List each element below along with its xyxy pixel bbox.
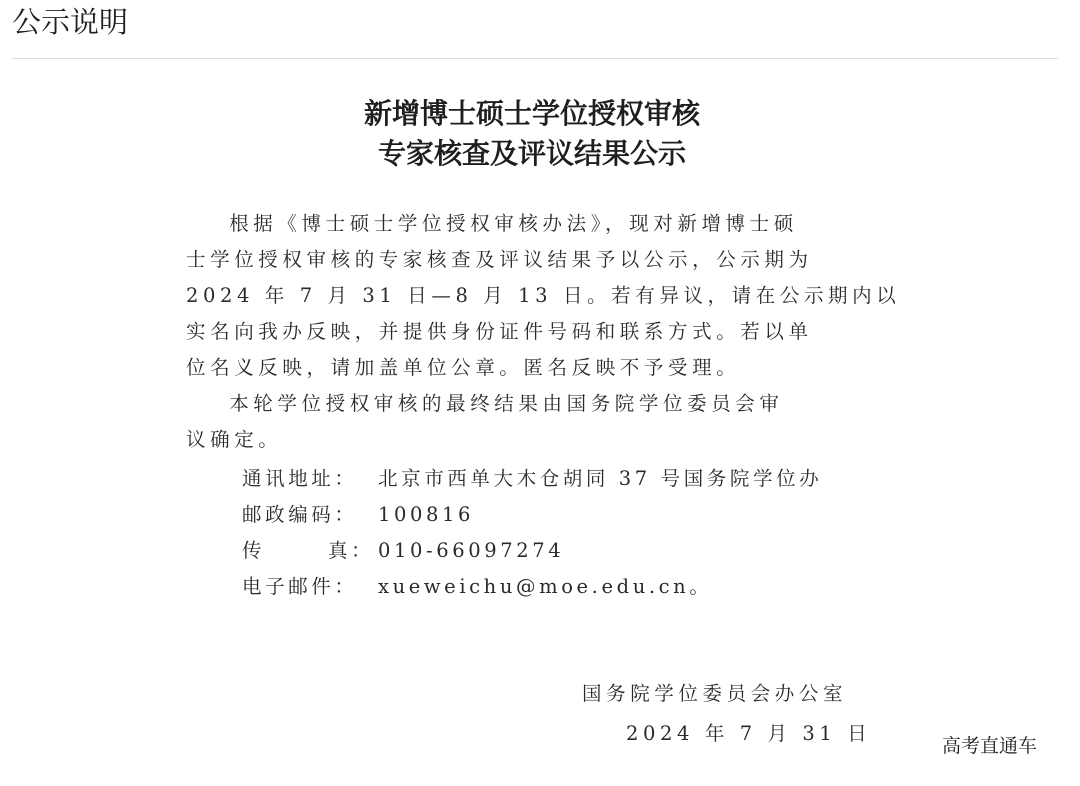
contact-label: 电子邮件：	[242, 575, 358, 598]
signature-org: 国务院学位委员会办公室	[582, 682, 848, 705]
contact-label: 传 真：	[242, 539, 375, 562]
paragraph-line: 根据《博士硕士学位授权审核办法》，现对新增博士硕	[186, 212, 798, 235]
contact-email	[242, 570, 712, 604]
signature-date: 2024 年 7 月 31 日	[626, 722, 872, 745]
paragraph-line: 位名义反映，请加盖单位公章。匿名反映不予受理。	[186, 356, 741, 379]
paragraph-line: 议确定。	[186, 428, 283, 451]
announcement-document	[186, 90, 901, 770]
contact-postcode	[242, 498, 474, 532]
paragraph-line: 本轮学位授权审核的最终结果由国务院学位委员会审	[186, 392, 784, 415]
contact-address	[242, 462, 822, 496]
watermark-text: 高考直通车	[942, 735, 1038, 757]
paragraph-line: 实名向我办反映，并提供身份证件号码和联系方式。若以单	[186, 320, 813, 343]
contact-value: 100816	[378, 503, 475, 526]
paragraph-line: 士学位授权审核的专家核查及评议结果予以公示，公示期为	[186, 248, 813, 271]
contact-label: 邮政编码：	[242, 503, 358, 526]
page-title: 公示说明	[12, 5, 129, 39]
contact-value: 北京市西单大木仓胡同 37 号国务院学位办	[378, 467, 823, 490]
paragraph-line: 2024 年 7 月 31 日—8 月 13 日。若有异议，请在公示期内以	[186, 284, 901, 307]
contact-value: 010-66097274	[378, 539, 565, 562]
contact-label: 通讯地址：	[242, 467, 358, 490]
contact-value: xueweichu@moe.edu.cn。	[378, 575, 713, 598]
contact-fax	[242, 534, 564, 568]
document-title-line-2: 专家核查及评议结果公示	[377, 137, 686, 170]
document-title-line-1: 新增博士硕士学位授权审核	[363, 97, 700, 130]
header-divider	[12, 58, 1058, 59]
